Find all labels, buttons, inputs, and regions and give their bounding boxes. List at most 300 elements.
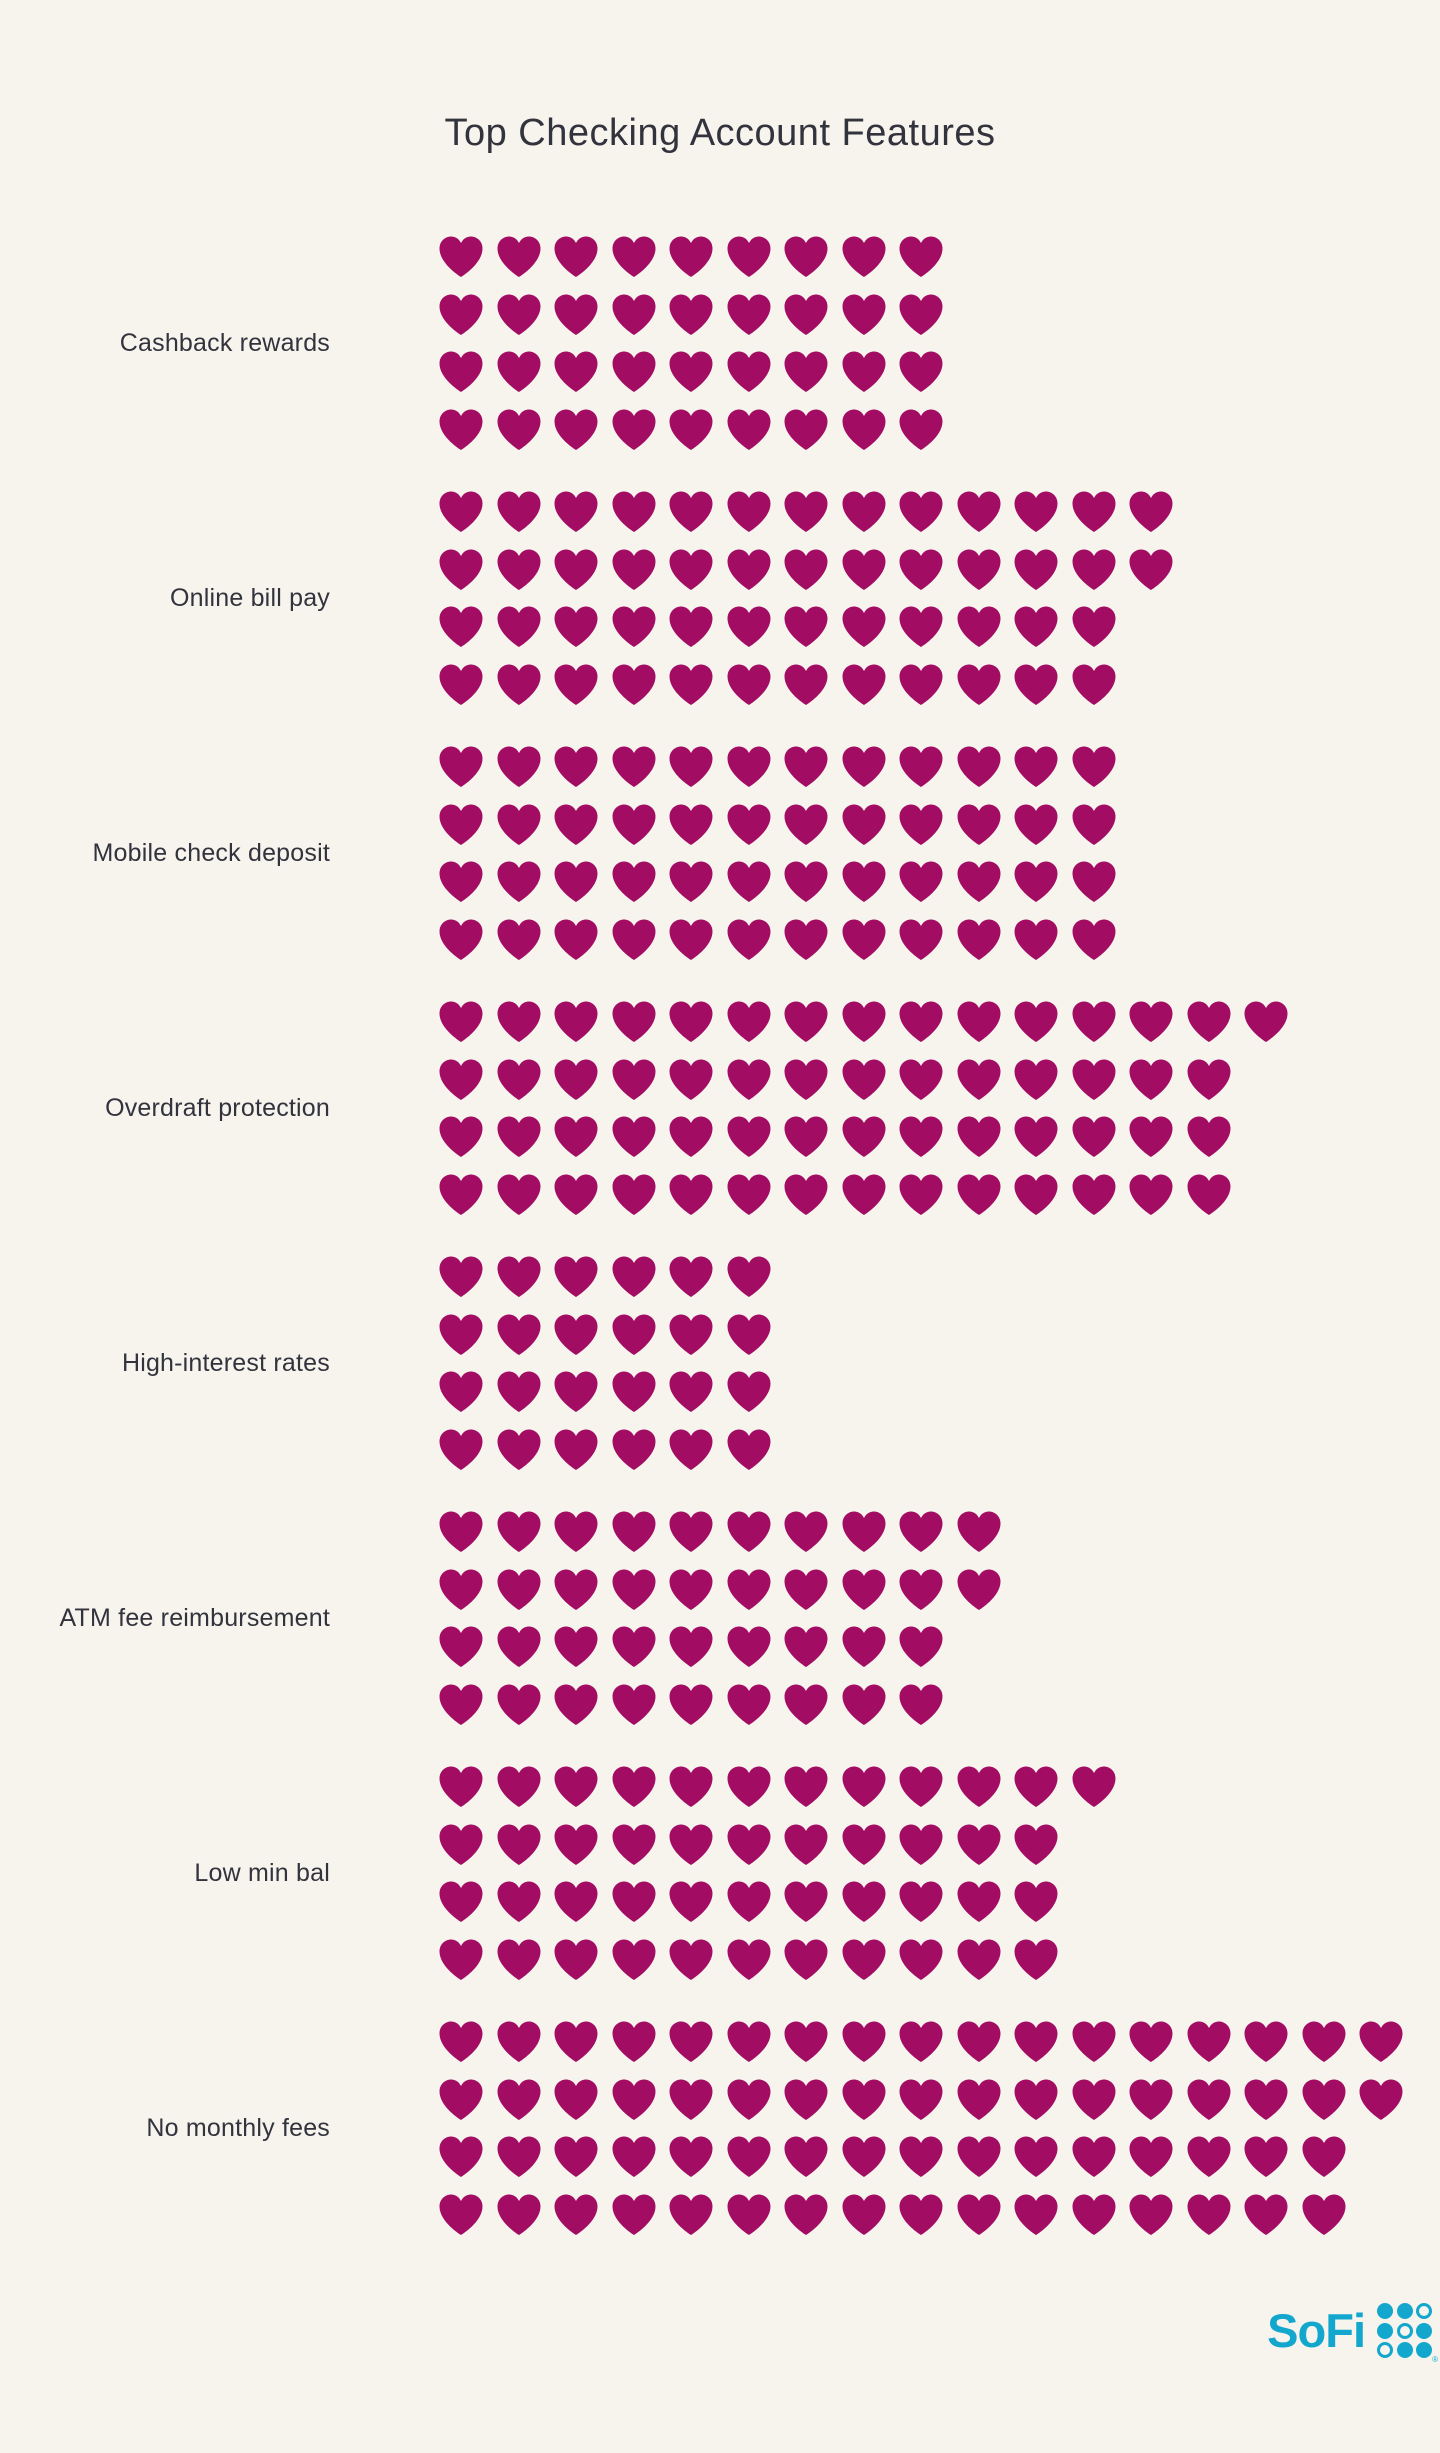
heart-icon (956, 1568, 1002, 1611)
heart-icon (956, 1938, 1002, 1981)
heart-icon (956, 490, 1002, 533)
heart-icon (1128, 2020, 1174, 2063)
heart-icon (1301, 2078, 1347, 2121)
heart-icon (611, 2193, 657, 2236)
heart-row (438, 1058, 1301, 1116)
heart-icon (668, 1428, 714, 1471)
category-label: High-interest rates (121, 1348, 330, 1377)
heart-icon (726, 1683, 772, 1726)
heart-icon (1186, 1000, 1232, 1043)
heart-icon (438, 663, 484, 706)
heart-icon (668, 663, 714, 706)
heart-row (438, 1938, 1128, 1996)
heart-icon (1243, 2078, 1289, 2121)
heart-grid (438, 1765, 1128, 1995)
heart-icon (668, 1880, 714, 1923)
heart-icon (956, 548, 1002, 591)
heart-icon (611, 2135, 657, 2178)
heart-icon (668, 1568, 714, 1611)
heart-icon (553, 1255, 599, 1298)
heart-icon (611, 1625, 657, 1668)
heart-icon (783, 408, 829, 451)
logo-dot-filled-icon (1397, 2342, 1413, 2358)
heart-icon (496, 918, 542, 961)
heart-icon (1071, 803, 1117, 846)
heart-icon (438, 1058, 484, 1101)
heart-icon (726, 860, 772, 903)
heart-icon (841, 860, 887, 903)
heart-icon (611, 860, 657, 903)
chart-title: Top Checking Account Features (444, 112, 996, 154)
heart-icon (1128, 1058, 1174, 1101)
heart-icon (496, 2193, 542, 2236)
heart-icon (1071, 548, 1117, 591)
heart-icon (1186, 2020, 1232, 2063)
heart-icon (956, 918, 1002, 961)
heart-icon (898, 918, 944, 961)
heart-icon (956, 860, 1002, 903)
heart-icon (726, 1625, 772, 1668)
heart-icon (668, 2193, 714, 2236)
heart-icon (496, 1823, 542, 1866)
heart-icon (783, 1173, 829, 1216)
heart-icon (783, 350, 829, 393)
heart-row (438, 1823, 1128, 1881)
heart-icon (726, 350, 772, 393)
heart-icon (1358, 2020, 1404, 2063)
heart-icon (841, 2020, 887, 2063)
heart-icon (1071, 663, 1117, 706)
heart-icon (956, 1000, 1002, 1043)
category-label: Overdraft protection (105, 1093, 330, 1122)
heart-icon (553, 1683, 599, 1726)
heart-icon (438, 1000, 484, 1043)
heart-icon (783, 2078, 829, 2121)
heart-icon (668, 1625, 714, 1668)
heart-icon (668, 1938, 714, 1981)
sofi-logo-text: SoFi (1267, 2304, 1365, 2357)
heart-icon (438, 1938, 484, 1981)
heart-icon (553, 1880, 599, 1923)
heart-icon (438, 408, 484, 451)
heart-icon (611, 918, 657, 961)
heart-icon (956, 663, 1002, 706)
heart-icon (438, 2135, 484, 2178)
heart-icon (611, 2020, 657, 2063)
heart-icon (1186, 2193, 1232, 2236)
heart-icon (726, 1000, 772, 1043)
heart-icon (553, 408, 599, 451)
heart-icon (496, 745, 542, 788)
heart-icon (611, 605, 657, 648)
heart-icon (496, 1058, 542, 1101)
heart-icon (726, 2135, 772, 2178)
heart-icon (898, 1625, 944, 1668)
heart-icon (438, 2078, 484, 2121)
heart-icon (611, 1255, 657, 1298)
heart-icon (611, 1058, 657, 1101)
heart-icon (496, 490, 542, 533)
heart-row (438, 1000, 1301, 1058)
heart-icon (726, 2193, 772, 2236)
heart-icon (553, 1568, 599, 1611)
heart-grid (438, 745, 1128, 975)
heart-icon (553, 2020, 599, 2063)
heart-icon (438, 2193, 484, 2236)
heart-icon (438, 1313, 484, 1356)
heart-icon (1013, 548, 1059, 591)
heart-icon (1071, 1058, 1117, 1101)
heart-icon (553, 605, 599, 648)
heart-icon (783, 293, 829, 336)
sofi-logo-mark-icon (1377, 2303, 1438, 2364)
heart-icon (668, 1058, 714, 1101)
heart-icon (1013, 2078, 1059, 2121)
heart-icon (668, 408, 714, 451)
heart-icon (668, 490, 714, 533)
heart-icon (496, 2020, 542, 2063)
sofi-logo (1267, 2303, 1438, 2364)
heart-icon (783, 1938, 829, 1981)
heart-icon (1128, 1000, 1174, 1043)
heart-icon (668, 2020, 714, 2063)
logo-dot-filled-icon (1377, 2303, 1393, 2319)
heart-row (438, 1510, 1013, 1568)
heart-icon (553, 1938, 599, 1981)
heart-icon (496, 1510, 542, 1553)
heart-icon (898, 235, 944, 278)
heart-icon (841, 605, 887, 648)
heart-icon (1186, 2135, 1232, 2178)
heart-icon (1071, 860, 1117, 903)
heart-icon (1071, 1000, 1117, 1043)
heart-icon (726, 1370, 772, 1413)
heart-icon (898, 2193, 944, 2236)
heart-icon (668, 2078, 714, 2121)
heart-icon (668, 293, 714, 336)
heart-icon (783, 745, 829, 788)
heart-grid (438, 490, 1186, 720)
heart-icon (726, 1880, 772, 1923)
heart-icon (1243, 2193, 1289, 2236)
heart-icon (783, 1510, 829, 1553)
heart-icon (898, 2020, 944, 2063)
heart-icon (1013, 803, 1059, 846)
heart-icon (1186, 1173, 1232, 1216)
heart-grid (438, 235, 956, 465)
heart-icon (726, 1568, 772, 1611)
heart-row (438, 2193, 1416, 2251)
heart-row (438, 548, 1186, 606)
heart-icon (1013, 1058, 1059, 1101)
heart-icon (496, 1000, 542, 1043)
heart-icon (956, 1823, 1002, 1866)
heart-icon (496, 1880, 542, 1923)
heart-icon (1128, 1173, 1174, 1216)
category-label: No monthly fees (146, 2113, 330, 2142)
heart-row (438, 293, 956, 351)
heart-icon (726, 2078, 772, 2121)
heart-icon (553, 293, 599, 336)
heart-icon (841, 745, 887, 788)
heart-icon (611, 1683, 657, 1726)
heart-icon (668, 860, 714, 903)
heart-icon (1013, 1765, 1059, 1808)
heart-icon (1013, 490, 1059, 533)
heart-icon (668, 1765, 714, 1808)
heart-icon (1013, 605, 1059, 648)
logo-dot-filled-icon (1416, 2323, 1432, 2339)
heart-icon (1128, 490, 1174, 533)
heart-icon (438, 860, 484, 903)
logo-dot-filled-icon (1397, 2303, 1413, 2319)
heart-icon (668, 1683, 714, 1726)
heart-icon (898, 1765, 944, 1808)
heart-icon (841, 1173, 887, 1216)
heart-icon (611, 1115, 657, 1158)
heart-icon (496, 1313, 542, 1356)
logo-dot-filled-icon (1416, 2342, 1432, 2358)
heart-icon (438, 2020, 484, 2063)
heart-icon (438, 293, 484, 336)
heart-icon (1301, 2135, 1347, 2178)
heart-icon (783, 2193, 829, 2236)
heart-icon (726, 1823, 772, 1866)
heart-icon (1013, 1173, 1059, 1216)
heart-icon (496, 1173, 542, 1216)
heart-icon (841, 1000, 887, 1043)
heart-icon (1013, 1823, 1059, 1866)
heart-icon (841, 1765, 887, 1808)
heart-row (438, 490, 1186, 548)
heart-icon (783, 1115, 829, 1158)
heart-icon (668, 745, 714, 788)
heart-icon (898, 605, 944, 648)
category-label: Low min bal (194, 1858, 330, 1887)
heart-icon (898, 490, 944, 533)
heart-icon (1071, 2135, 1117, 2178)
heart-icon (496, 803, 542, 846)
heart-icon (553, 1765, 599, 1808)
heart-row (438, 2020, 1416, 2078)
heart-row (438, 745, 1128, 803)
heart-icon (611, 408, 657, 451)
heart-icon (898, 2135, 944, 2178)
heart-icon (956, 2135, 1002, 2178)
heart-icon (611, 1000, 657, 1043)
heart-icon (898, 803, 944, 846)
heart-icon (1071, 2020, 1117, 2063)
heart-icon (668, 1313, 714, 1356)
heart-icon (611, 1568, 657, 1611)
heart-icon (898, 408, 944, 451)
heart-icon (841, 2078, 887, 2121)
heart-icon (1013, 918, 1059, 961)
heart-icon (668, 1000, 714, 1043)
heart-icon (956, 2078, 1002, 2121)
heart-row (438, 803, 1128, 861)
heart-row (438, 350, 956, 408)
heart-icon (898, 745, 944, 788)
heart-icon (783, 490, 829, 533)
heart-icon (783, 803, 829, 846)
heart-icon (726, 803, 772, 846)
heart-icon (553, 2135, 599, 2178)
heart-icon (1013, 1938, 1059, 1981)
heart-icon (841, 1938, 887, 1981)
heart-icon (1071, 2078, 1117, 2121)
heart-icon (438, 548, 484, 591)
heart-icon (1071, 1173, 1117, 1216)
heart-icon (956, 745, 1002, 788)
logo-dot-open-icon (1416, 2303, 1432, 2319)
heart-row (438, 408, 956, 466)
heart-icon (783, 1625, 829, 1668)
heart-icon (611, 1765, 657, 1808)
heart-icon (898, 1510, 944, 1553)
heart-icon (783, 2135, 829, 2178)
heart-row (438, 1683, 1013, 1741)
heart-icon (553, 918, 599, 961)
heart-icon (496, 548, 542, 591)
heart-icon (1243, 2020, 1289, 2063)
heart-icon (553, 1115, 599, 1158)
heart-icon (438, 1370, 484, 1413)
heart-icon (611, 1173, 657, 1216)
heart-icon (841, 1880, 887, 1923)
heart-icon (438, 1173, 484, 1216)
heart-row (438, 663, 1186, 721)
heart-icon (726, 1115, 772, 1158)
heart-icon (438, 605, 484, 648)
heart-icon (1013, 745, 1059, 788)
heart-icon (1243, 1000, 1289, 1043)
heart-icon (496, 1428, 542, 1471)
heart-icon (898, 1173, 944, 1216)
heart-icon (553, 1625, 599, 1668)
heart-icon (438, 1625, 484, 1668)
heart-icon (668, 803, 714, 846)
heart-icon (611, 350, 657, 393)
heart-icon (841, 1683, 887, 1726)
heart-icon (438, 1683, 484, 1726)
heart-icon (553, 490, 599, 533)
heart-icon (1358, 2078, 1404, 2121)
heart-icon (1128, 2078, 1174, 2121)
heart-icon (1013, 1000, 1059, 1043)
heart-icon (1186, 1115, 1232, 1158)
heart-row (438, 605, 1186, 663)
heart-icon (783, 548, 829, 591)
heart-icon (553, 548, 599, 591)
registered-trademark-symbol: ® (1432, 2355, 1438, 2364)
heart-icon (496, 408, 542, 451)
heart-icon (611, 1510, 657, 1553)
heart-icon (1071, 1115, 1117, 1158)
heart-icon (668, 1255, 714, 1298)
heart-icon (956, 1173, 1002, 1216)
heart-icon (668, 918, 714, 961)
heart-icon (553, 1823, 599, 1866)
heart-icon (496, 1568, 542, 1611)
heart-icon (668, 2135, 714, 2178)
heart-icon (611, 2078, 657, 2121)
heart-row (438, 1115, 1301, 1173)
heart-grid (438, 1000, 1301, 1230)
heart-icon (438, 1568, 484, 1611)
heart-icon (1128, 548, 1174, 591)
heart-row (438, 1428, 783, 1486)
heart-row (438, 2078, 1416, 2136)
heart-icon (553, 1428, 599, 1471)
logo-dot-filled-icon (1377, 2323, 1393, 2339)
heart-icon (956, 803, 1002, 846)
heart-icon (898, 1880, 944, 1923)
heart-icon (438, 803, 484, 846)
heart-icon (1186, 1058, 1232, 1101)
logo-dot-open-icon (1377, 2342, 1393, 2358)
heart-icon (553, 663, 599, 706)
heart-icon (783, 1058, 829, 1101)
heart-icon (726, 1313, 772, 1356)
heart-icon (783, 1683, 829, 1726)
heart-icon (1071, 1765, 1117, 1808)
heart-grid (438, 2020, 1416, 2250)
heart-icon (611, 293, 657, 336)
heart-icon (1128, 1115, 1174, 1158)
heart-icon (1301, 2020, 1347, 2063)
heart-icon (898, 350, 944, 393)
heart-icon (496, 1938, 542, 1981)
heart-icon (668, 1370, 714, 1413)
heart-icon (496, 860, 542, 903)
heart-icon (898, 1058, 944, 1101)
heart-icon (783, 860, 829, 903)
heart-icon (553, 803, 599, 846)
heart-row (438, 1255, 783, 1313)
heart-icon (1071, 2193, 1117, 2236)
heart-icon (783, 663, 829, 706)
heart-icon (956, 605, 1002, 648)
heart-icon (1013, 2135, 1059, 2178)
heart-icon (1013, 1880, 1059, 1923)
heart-icon (783, 605, 829, 648)
heart-icon (783, 235, 829, 278)
heart-icon (438, 1765, 484, 1808)
heart-row (438, 1370, 783, 1428)
heart-icon (898, 293, 944, 336)
heart-icon (783, 2020, 829, 2063)
heart-row (438, 918, 1128, 976)
heart-icon (496, 350, 542, 393)
heart-icon (553, 2193, 599, 2236)
heart-icon (611, 548, 657, 591)
heart-icon (726, 2020, 772, 2063)
heart-icon (668, 235, 714, 278)
heart-icon (1301, 2193, 1347, 2236)
heart-row (438, 1765, 1128, 1823)
heart-icon (553, 860, 599, 903)
heart-icon (1128, 2135, 1174, 2178)
heart-icon (668, 1510, 714, 1553)
heart-icon (956, 2193, 1002, 2236)
heart-icon (726, 918, 772, 961)
heart-icon (553, 1173, 599, 1216)
heart-icon (726, 1765, 772, 1808)
heart-icon (841, 350, 887, 393)
heart-icon (438, 1823, 484, 1866)
heart-icon (553, 350, 599, 393)
